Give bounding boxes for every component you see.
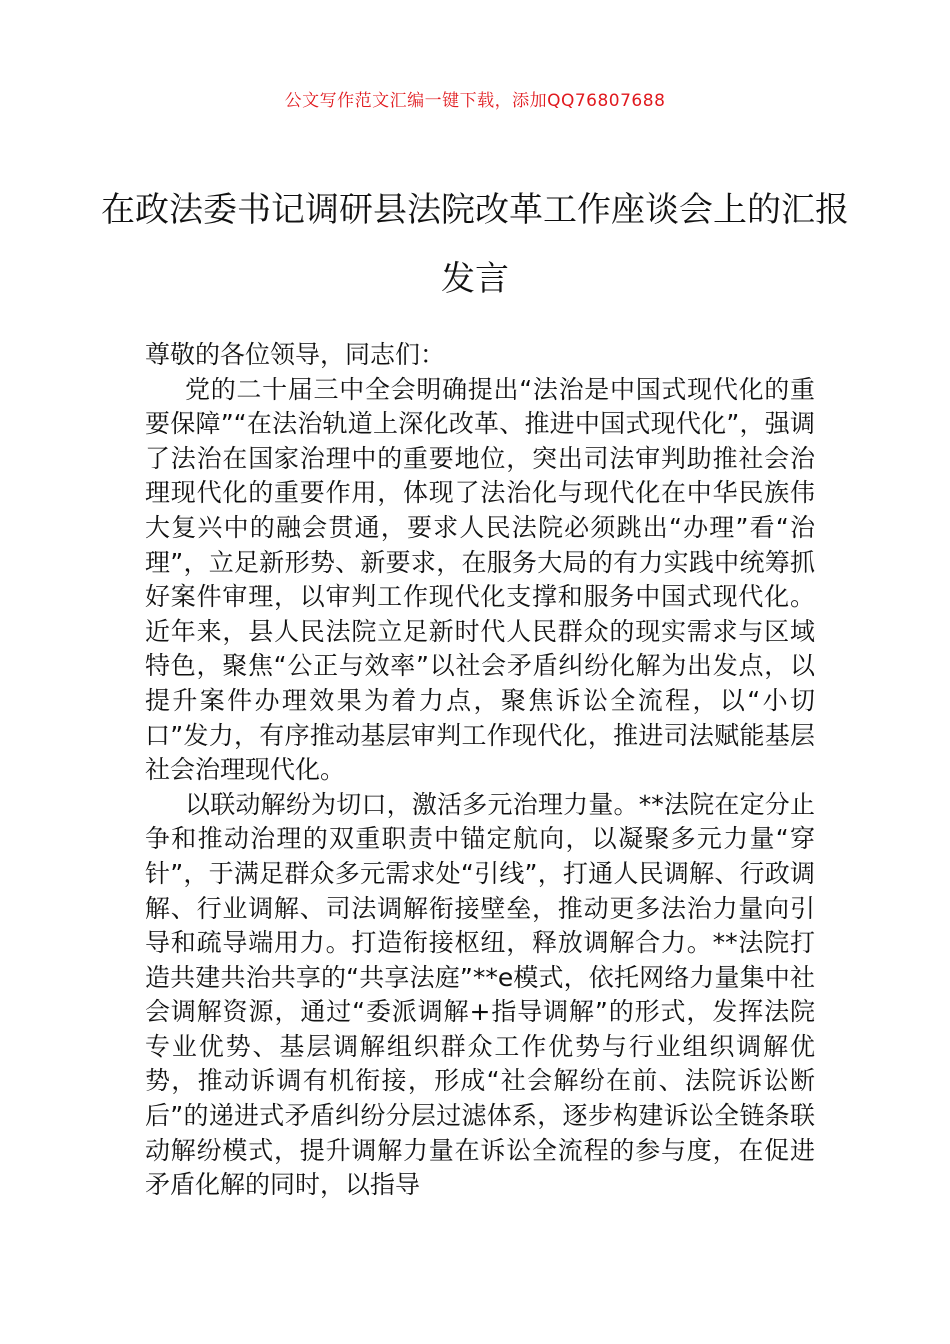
paragraph-1: 党的二十届三中全会明确提出“法治是中国式现代化的重要保障”“在法治轨道上深化改革、推进中国式现代化”，强调了法治在国家治理中的重要地位，突出司法审判助推社会治理现代化的重要作用，体现了法治化与现代化在中华民族伟大复兴中的融会贯通，要求人民法院必须跳出“办理”看“治理”，立足新形势、新要求，在服务大局的有力实践中统筹抓好案件审理，以审判工作现代化支撑和服务中国式现代化。近年来，县人民法院立足新时代人民群众的现实需求与区域特色，聚焦“公正与效率”以社会矛盾纠纷化解为出发点，以提升案件办理效果为着力点，聚焦诉讼全流程，以“小切口”发力，有序推动基层审判工作现代化，推进司法赋能基层社会治理现代化。 (145, 374, 815, 785)
header-watermark: 公文写作范文汇编一键下载，添加QQ76807688 (284, 91, 666, 111)
paragraph-2: 以联动解纷为切口，激活多元治理力量。**法院在定分止争和推动治理的双重职责中锚定航向，以凝聚多元力量“穿针”，于满足群众多元需求处“引线”，打通人民调解、行政调解、行业调解、司法调解衔接壁垒，推动更多法治力量向引导和疏导端用力。打造衔接枢纽，释放调解合力。**法院打造共建共治共享的“共享法庭”**e模式，依托网络力量集中社会调解资源，通过“委派调解+指导调解”的形式，发挥法院专业优势、基层调解组织群众工作优势与行业组织调解优势，推动诉调有机衔接，形成“社会解纷在前、法院诉讼断后”的递进式矛盾纠纷分层过滤体系，逐步构建诉讼全链条联动解纷模式，提升调解力量在诉讼全流程的参与度，在促进矛盾化解的同时，以指导 (145, 789, 815, 1200)
document-title: 在政法委书记调研县法院改革工作座谈会上的汇报发言 (101, 190, 849, 299)
document-body (145, 338, 815, 1203)
salutation: 尊敬的各位领导，同志们： (145, 340, 446, 369)
